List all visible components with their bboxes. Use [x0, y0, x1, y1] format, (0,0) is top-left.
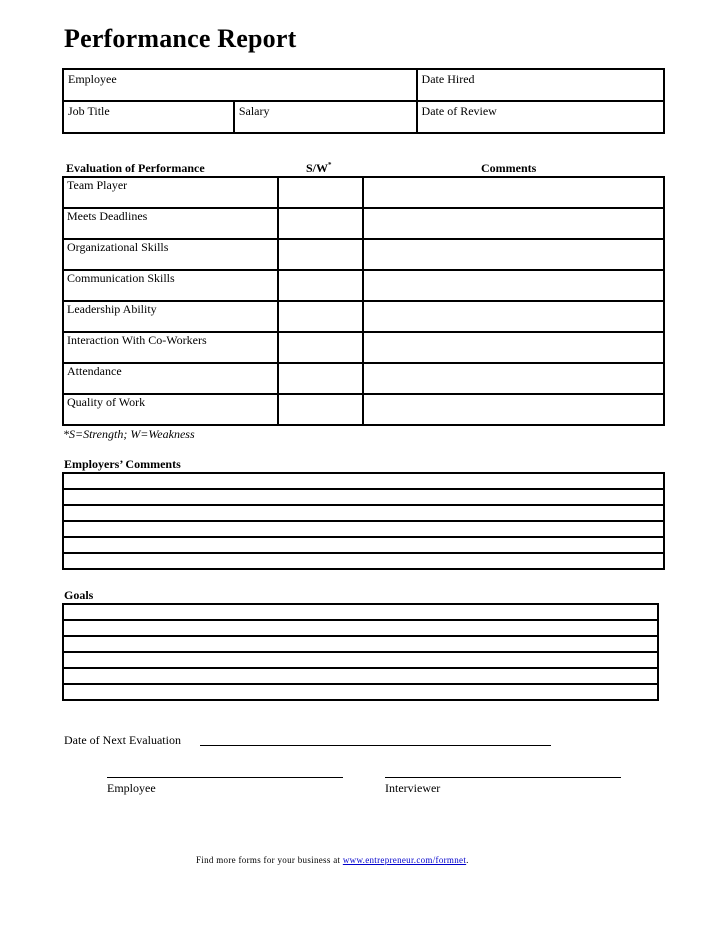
next-evaluation-label: Date of Next Evaluation [64, 733, 181, 747]
sw-cell[interactable] [278, 394, 363, 425]
employers-comments-box[interactable] [62, 472, 665, 570]
footer [196, 855, 469, 865]
employers-comment-line-cell[interactable] [63, 553, 664, 569]
employee-label: Employee [68, 72, 117, 86]
goals-line-cell[interactable] [63, 636, 658, 652]
evaluation-row [63, 394, 664, 425]
comments-cell[interactable] [363, 270, 664, 301]
sw-cell[interactable] [278, 177, 363, 208]
goals-line[interactable] [63, 636, 658, 652]
employers-comment-line[interactable] [63, 473, 664, 489]
evaluation-category: Team Player [63, 177, 278, 208]
date-of-review-field[interactable] [417, 101, 664, 133]
footer-link[interactable]: www.entrepreneur.com/formnet [342, 855, 467, 865]
sw-header-text: S/W [306, 161, 329, 175]
sw-cell[interactable] [278, 239, 363, 270]
sw-footnote: *S=Strength; W=Weakness [63, 427, 195, 441]
goals-line-cell[interactable] [63, 652, 658, 668]
sw-header-mark: * [328, 161, 332, 169]
employee-signature-label: Employee [107, 781, 156, 795]
employee-field[interactable] [63, 69, 417, 101]
interviewer-signature-label: Interviewer [385, 781, 441, 795]
employers-comment-line[interactable] [63, 521, 664, 537]
employers-comments-heading: Employers’ Comments [64, 457, 181, 471]
employers-comment-line-cell[interactable] [63, 505, 664, 521]
comments-cell[interactable] [363, 363, 664, 394]
job-title-label: Job Title [68, 104, 110, 118]
goals-line-cell[interactable] [63, 668, 658, 684]
page-title: Performance Report [64, 24, 297, 53]
employers-comment-line-cell[interactable] [63, 537, 664, 553]
evaluation-category: Leadership Ability [63, 301, 278, 332]
goals-line[interactable] [63, 668, 658, 684]
evaluation-row [63, 332, 664, 363]
evaluation-row [63, 363, 664, 394]
goals-line[interactable] [63, 652, 658, 668]
sw-cell[interactable] [278, 208, 363, 239]
sw-column-header [306, 161, 332, 176]
evaluation-category: Attendance [63, 363, 278, 394]
goals-line-cell[interactable] [63, 620, 658, 636]
sw-cell[interactable] [278, 301, 363, 332]
comments-cell[interactable] [363, 301, 664, 332]
evaluation-category: Organizational Skills [63, 239, 278, 270]
footer-period: . [466, 855, 469, 865]
comments-cell[interactable] [363, 177, 664, 208]
goals-heading: Goals [64, 588, 94, 602]
evaluation-row [63, 177, 664, 208]
goals-line[interactable] [63, 620, 658, 636]
employee-signature-line[interactable] [107, 777, 343, 778]
comments-column-header: Comments [481, 161, 537, 175]
employers-comment-line-cell[interactable] [63, 489, 664, 505]
employers-comment-line-cell[interactable] [63, 521, 664, 537]
employers-comment-line[interactable] [63, 537, 664, 553]
goals-box[interactable] [62, 603, 659, 701]
job-title-field[interactable] [63, 101, 234, 133]
date-hired-label: Date Hired [421, 72, 475, 86]
evaluation-row [63, 239, 664, 270]
evaluation-category: Meets Deadlines [63, 208, 278, 239]
employers-comment-line[interactable] [63, 489, 664, 505]
employers-comment-line-cell[interactable] [63, 473, 664, 489]
evaluation-category: Interaction With Co-Workers [63, 332, 278, 363]
salary-field[interactable] [234, 101, 417, 133]
date-hired-field[interactable] [417, 69, 664, 101]
goals-line[interactable] [63, 604, 658, 620]
evaluation-category: Quality of Work [63, 394, 278, 425]
employee-info-table [62, 68, 665, 134]
evaluation-row [63, 270, 664, 301]
goals-line[interactable] [63, 684, 658, 700]
comments-cell[interactable] [363, 208, 664, 239]
evaluation-table [62, 176, 665, 426]
interviewer-signature-line[interactable] [385, 777, 621, 778]
date-of-review-label: Date of Review [421, 104, 497, 118]
evaluation-row [63, 208, 664, 239]
next-evaluation-line[interactable] [200, 745, 551, 746]
footer-text: Find more forms for your business at [196, 855, 343, 865]
salary-label: Salary [238, 104, 270, 118]
comments-cell[interactable] [363, 394, 664, 425]
evaluation-row [63, 301, 664, 332]
employers-comment-line[interactable] [63, 505, 664, 521]
comments-cell[interactable] [363, 332, 664, 363]
evaluation-category-header: Evaluation of Performance [66, 161, 205, 175]
sw-cell[interactable] [278, 332, 363, 363]
employers-comment-line[interactable] [63, 553, 664, 569]
comments-cell[interactable] [363, 239, 664, 270]
goals-line-cell[interactable] [63, 684, 658, 700]
evaluation-category: Communication Skills [63, 270, 278, 301]
sw-cell[interactable] [278, 363, 363, 394]
sw-cell[interactable] [278, 270, 363, 301]
goals-line-cell[interactable] [63, 604, 658, 620]
